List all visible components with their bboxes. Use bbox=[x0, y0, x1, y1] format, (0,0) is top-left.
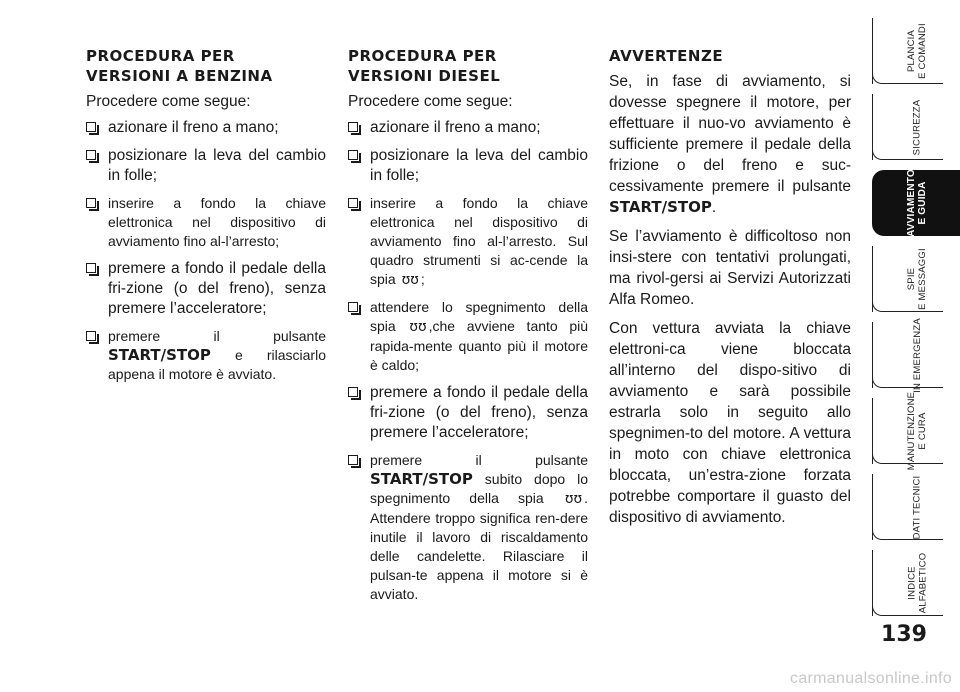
tab-dati-tecnici[interactable]: DATI TECNICI bbox=[872, 474, 960, 540]
list-item: azionare il freno a mano; bbox=[348, 118, 588, 138]
checkbox-bullet-icon bbox=[348, 198, 358, 208]
steps-list-petrol bbox=[86, 118, 326, 384]
intro-text: Procedere come segue: bbox=[348, 93, 513, 110]
start-stop-label: START/STOP bbox=[108, 346, 211, 364]
checkbox-bullet-icon bbox=[86, 263, 96, 273]
intro-text: Procedere come segue: bbox=[86, 93, 251, 110]
steps-list-diesel bbox=[348, 118, 588, 604]
warning-paragraph: Con vettura avviata la chiave elettroni-ca viene bloccata all’interno del dispo-sitivo di avviamento e sarà possibile estrarla solo in seguito allo spegnimen-to del motore. A vettura in moto con chiave elettronica bloccata, un’estra-zione forzata potrebbe comportare il guasto del dispositivo di avviamento. bbox=[609, 320, 851, 526]
heading-warnings: AVVERTENZE bbox=[609, 47, 724, 65]
section-warnings bbox=[609, 46, 851, 536]
page-number: 139 bbox=[881, 622, 927, 647]
heading-petrol: PROCEDURA PER VERSIONI A BENZINA bbox=[86, 47, 273, 85]
section-petrol bbox=[86, 46, 326, 392]
glow-plug-warning-icon: ʊʊ bbox=[409, 319, 427, 335]
checkbox-bullet-icon bbox=[348, 455, 358, 465]
heading-diesel: PROCEDURA PER VERSIONI DIESEL bbox=[348, 47, 501, 85]
list-item: premere a fondo il pedale della fri-zione (o del freno), senza premere l’acceleratore; bbox=[86, 259, 326, 319]
section-diesel bbox=[348, 46, 588, 612]
checkbox-bullet-icon bbox=[348, 302, 358, 312]
start-stop-label: START/STOP bbox=[609, 198, 712, 216]
warning-paragraph: Se, in fase di avviamento, si dovesse spegnere il motore, per effettuare il nuo-vo avviamento è sufficiente premere il pedale della frizione o del freno e suc-cessivamente premere il pulsante START/STOP. bbox=[609, 73, 851, 216]
chapter-tabs bbox=[872, 18, 960, 628]
list-item: azionare il freno a mano; bbox=[86, 118, 326, 138]
checkbox-bullet-icon bbox=[348, 122, 358, 132]
glow-plug-warning-icon: ʊʊ bbox=[401, 272, 419, 288]
start-stop-label: START/STOP bbox=[370, 470, 473, 488]
tab-plancia-e-comandi[interactable]: PLANCIA E COMANDI bbox=[872, 18, 960, 84]
tab-avviamento-e-guida[interactable]: AVVIAMENTO E GUIDA bbox=[872, 170, 960, 236]
checkbox-bullet-icon bbox=[86, 331, 96, 341]
list-item: inserire a fondo la chiave elettronica nel dispositivo di avviamento fino al-l’arresto. Sul quadro strumenti si ac-cende la spia ʊʊ ; bbox=[348, 194, 588, 290]
tab-sicurezza[interactable]: SICUREZZA bbox=[872, 94, 960, 160]
list-item: posizionare la leva del cambio in folle; bbox=[86, 146, 326, 186]
list-item: attendere lo spegnimento della spia ʊʊ ,che avviene tanto più rapida-mente quanto più il motore è caldo; bbox=[348, 298, 588, 375]
list-item: premere il pulsante START/STOP subito dopo lo spegnimento della spia ʊʊ . Attendere troppo significa ren-dere inutile il lavoro di riscaldamento delle candelette. Rilasciare il pulsan-te appena il motore si è avviato. bbox=[348, 451, 588, 604]
checkbox-bullet-icon bbox=[86, 198, 96, 208]
glow-plug-warning-icon: ʊʊ bbox=[564, 491, 583, 507]
list-item: premere a fondo il pedale della fri-zione (o del freno), senza premere l’acceleratore; bbox=[348, 383, 588, 443]
list-item: premere il pulsante START/STOP e rilasciarlo appena il motore è avviato. bbox=[86, 327, 326, 384]
checkbox-bullet-icon bbox=[86, 150, 96, 160]
warning-paragraph: Se l’avviamento è difficoltoso non insi-stere con tentativi prolungati, ma rivol-gersi ai Servizi Autorizzati Alfa Romeo. bbox=[609, 228, 851, 308]
tab-in-emergenza[interactable]: IN EMERGENZA bbox=[872, 322, 960, 388]
checkbox-bullet-icon bbox=[348, 387, 358, 397]
watermark: carmanualsonline.info bbox=[790, 670, 952, 687]
checkbox-bullet-icon bbox=[86, 122, 96, 132]
list-item: posizionare la leva del cambio in folle; bbox=[348, 146, 588, 186]
list-item: inserire a fondo la chiave elettronica nel dispositivo di avviamento fino al-l’arresto; bbox=[86, 194, 326, 251]
checkbox-bullet-icon bbox=[348, 150, 358, 160]
tab-indice-alfabetico[interactable]: INDICE ALFABETICO bbox=[872, 550, 960, 616]
tab-spie-e-messaggi[interactable]: SPIE E MESSAGGI bbox=[872, 246, 960, 312]
tab-manutenzione-e-cura[interactable]: MANUTENZIONE E CURA bbox=[872, 398, 960, 464]
